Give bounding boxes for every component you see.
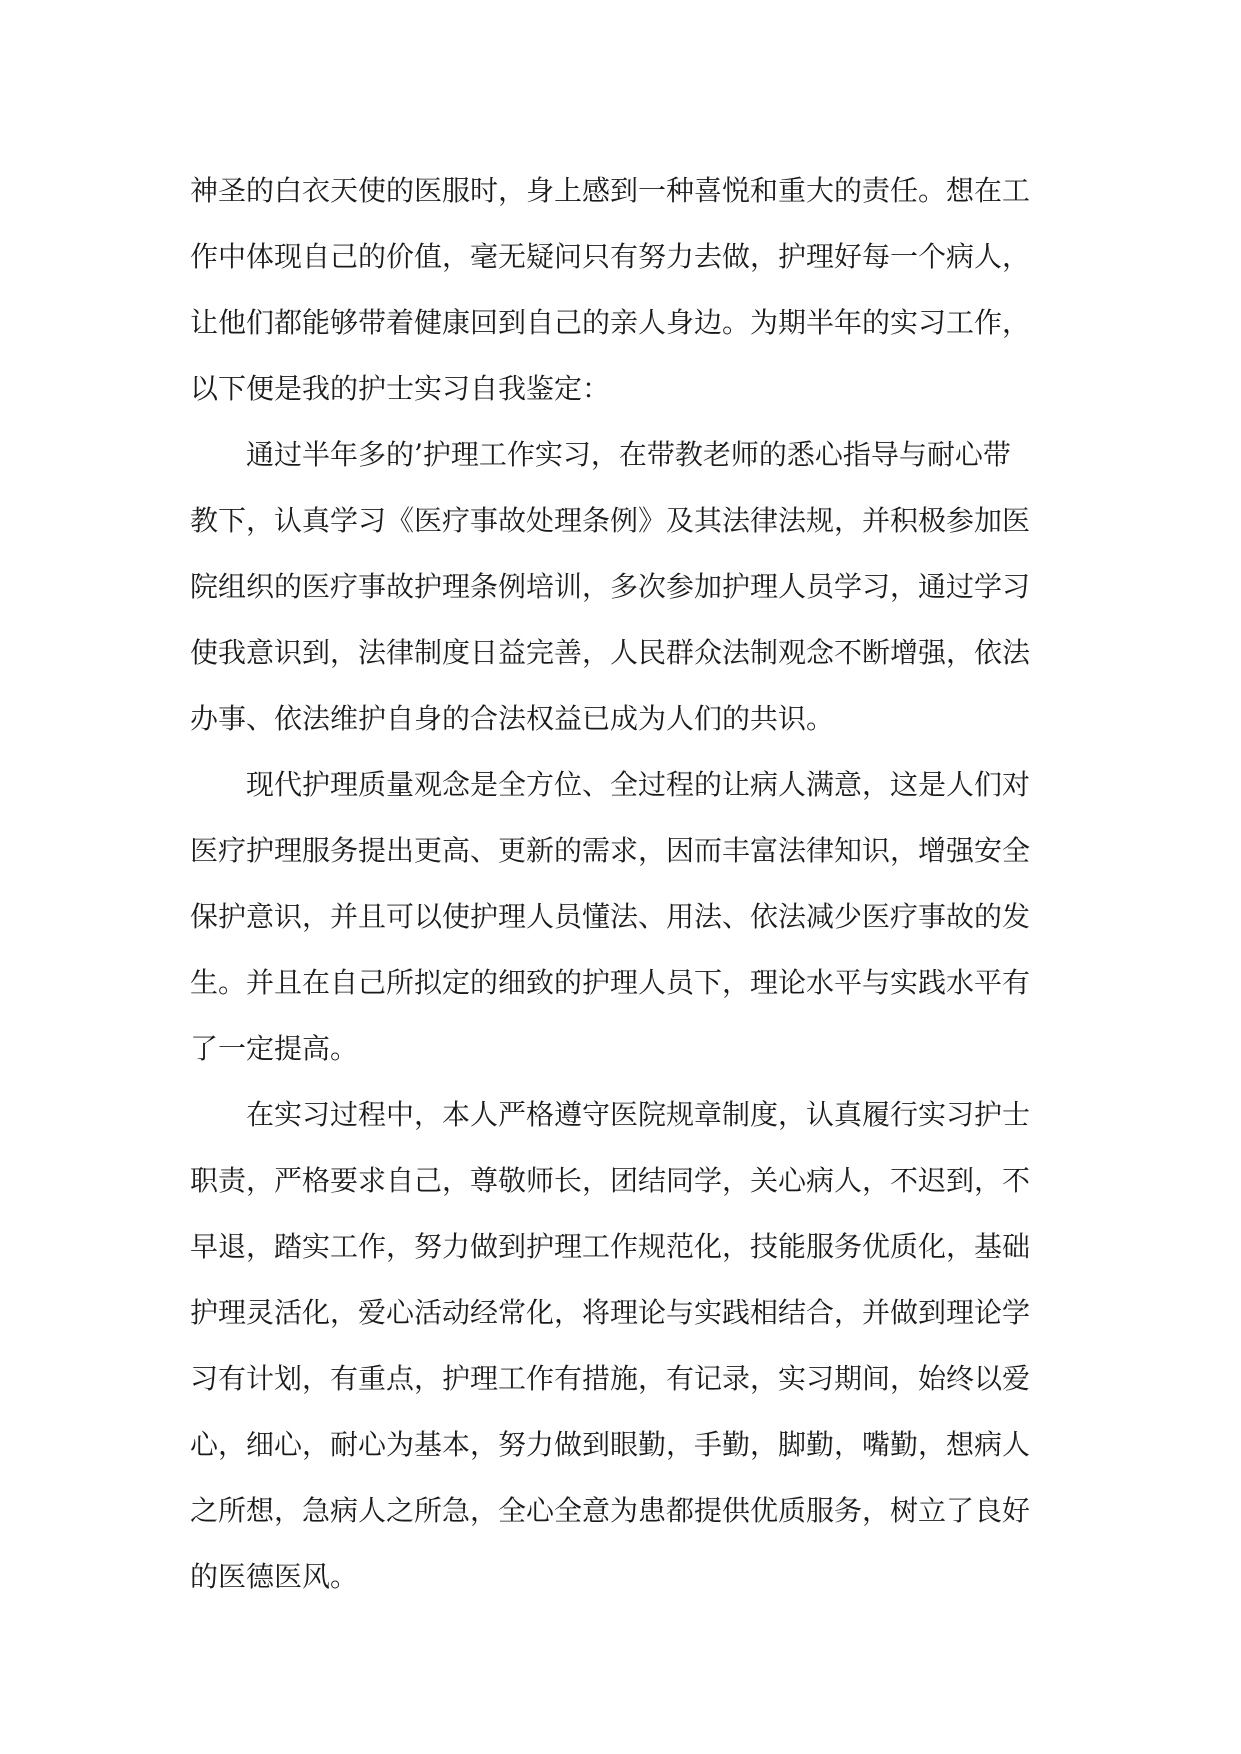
paragraph-1-line-1: 神圣的白衣天使的医服时，身上感到一种喜悦和重大的责任。想在工 [190,174,1031,207]
paragraph-1-line-3: 让他们都能够带着健康回到自己的亲人身边。为期半年的实习工作， [190,306,1031,339]
paragraph-4-line-7: 之所想，急病人之所急，全心全意为患都提供优质服务，树立了良好 [190,1494,1031,1527]
paragraph-3-line-5: 了一定提高。 [190,1032,359,1065]
paragraph-1-line-4: 以下便是我的护士实习自我鉴定： [190,372,611,405]
paragraph-3-line-2: 医疗护理服务提出更高、更新的需求，因而丰富法律知识，增强安全 [190,834,1031,867]
paragraph-3-line-3: 保护意识，并且可以使护理人员懂法、用法、依法减少医疗事故的发 [190,900,1031,933]
document-body [190,158,1050,1610]
paragraph-1-line-2: 作中体现自己的价值，毫无疑问只有努力去做，护理好每一个病人， [190,240,1031,273]
paragraph-2-line-4: 使我意识到，法律制度日益完善，人民群众法制观念不断增强，依法 [190,636,1031,669]
paragraph-4-line-3: 早退，踏实工作，努力做到护理工作规范化，技能服务优质化，基础 [190,1230,1031,1263]
paragraph-4-line-1: 在实习过程中，本人严格遵守医院规章制度，认真履行实习护士 [190,1098,1031,1131]
paragraph-3-line-4: 生。并且在自己所拟定的细致的护理人员下，理论水平与实践水平有 [190,966,1031,999]
paragraph-4-line-8: 的医德医风。 [190,1560,359,1593]
paragraph-4-line-2: 职责，严格要求自己，尊敬师长，团结同学，关心病人，不迟到，不 [190,1164,1031,1197]
paragraph-4-line-5: 习有计划，有重点，护理工作有措施，有记录，实习期间，始终以爱 [190,1362,1031,1395]
paragraph-2-line-5: 办事、依法维护自身的合法权益已成为人们的共识。 [190,702,835,735]
paragraph-4-line-6: 心，细心，耐心为基本，努力做到眼勤，手勤，脚勤，嘴勤，想病人 [190,1428,1031,1461]
paragraph-2-line-2: 教下，认真学习《医疗事故处理条例》及其法律法规，并积极参加医 [190,504,1031,537]
paragraph-4-line-4: 护理灵活化，爱心活动经常化，将理论与实践相结合，并做到理论学 [190,1296,1031,1329]
paragraph-2-line-3: 院组织的医疗事故护理条例培训，多次参加护理人员学习，通过学习 [190,570,1031,603]
paragraph-3-line-1: 现代护理质量观念是全方位、全过程的让病人满意，这是人们对 [190,768,1031,801]
paragraph-2-line-1: 通过半年多的’护理工作实习，在带教老师的悉心指导与耐心带 [190,438,1011,471]
